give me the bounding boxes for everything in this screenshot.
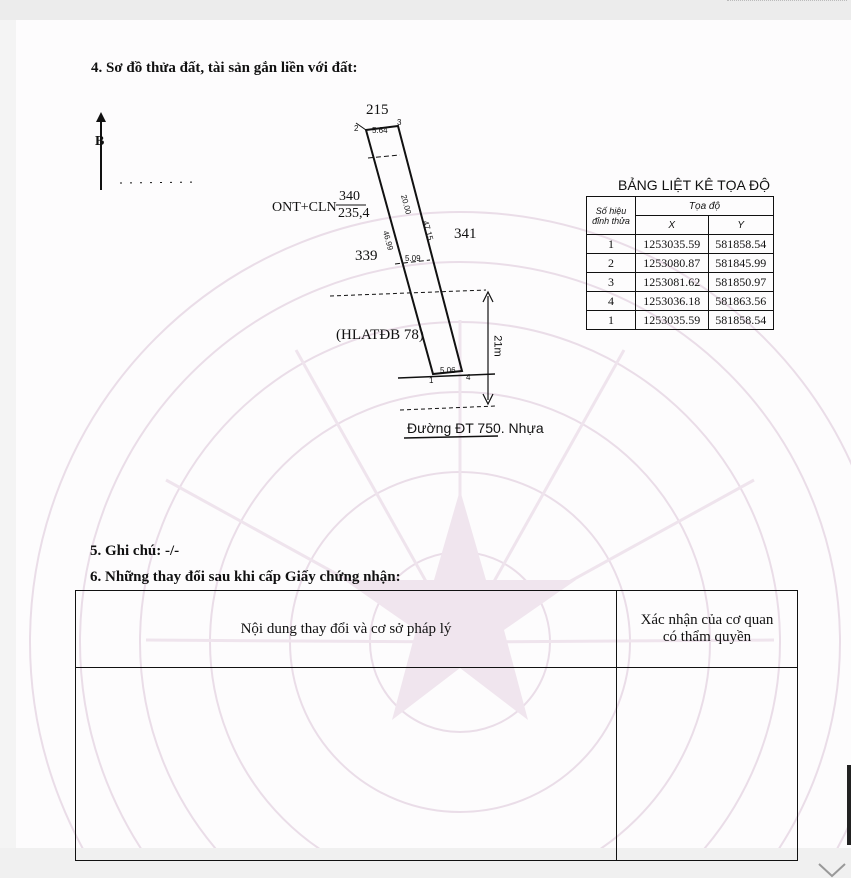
section-6-title: 6. Những thay đổi sau khi cấp Giấy chứng nhận: — [90, 569, 401, 585]
section-5-title: 5. Ghi chú: -/- — [90, 543, 180, 559]
vertex-label: 1 — [429, 376, 434, 385]
changes-body-row — [76, 668, 798, 861]
vertex-label: 4 — [466, 373, 471, 382]
changes-empty-cell — [617, 668, 798, 861]
section-4-title: 4. Sơ đồ thửa đất, tài sản gắn liền với đất: — [91, 60, 358, 76]
confirm-line-1: Xác nhận của cơ quan — [640, 612, 774, 628]
cell-vertex: 2 — [587, 254, 636, 273]
coord-table — [586, 196, 774, 330]
vertex-label: 3 — [397, 118, 402, 127]
table-row — [587, 273, 774, 292]
vertex-label: 2 — [354, 124, 359, 133]
parcel-label-top: 215 — [366, 102, 389, 118]
cell-vertex: 3 — [587, 273, 636, 292]
header-y: Y — [708, 216, 774, 235]
changes-empty-cell — [76, 668, 617, 861]
cell-y: 581850.97 — [708, 273, 774, 292]
width-bottom-label: 5.06 — [440, 366, 456, 375]
cell-x: 1253035.59 — [636, 235, 709, 254]
changes-header-row — [76, 591, 798, 668]
north-label: B — [95, 134, 105, 149]
cell-y: 581858.54 — [708, 235, 774, 254]
header-x: X — [636, 216, 709, 235]
changes-col-content: Nội dung thay đổi và cơ sở pháp lý — [76, 591, 617, 668]
land-use-label: ONT+CLN — [272, 200, 337, 215]
parcel-label-left: 339 — [355, 248, 378, 264]
table-row — [587, 254, 774, 273]
header-coord: Tọa độ — [636, 197, 774, 216]
parcel-number: 340 — [339, 189, 360, 204]
reference-label: (HLATĐB 78) — [336, 327, 424, 343]
length-left-label: 46.99 — [381, 229, 395, 252]
setback-label: 21m — [491, 335, 504, 357]
parcel-label-right: 341 — [454, 226, 477, 242]
confirm-line-2: có thẩm quyền — [662, 629, 752, 645]
length-right-lower-label: 47.15 — [421, 219, 435, 242]
table-row — [587, 292, 774, 311]
parcel-area: 235,4 — [338, 206, 370, 221]
cell-y: 581858.54 — [708, 311, 774, 330]
header-vertex: Số hiệu đỉnh thửa — [587, 197, 636, 235]
coord-table-title: BẢNG LIỆT KÊ TỌA ĐỘ — [618, 177, 770, 193]
table-row — [587, 311, 774, 330]
length-right-upper-label: 20.00 — [399, 193, 413, 216]
cell-y: 581863.56 — [708, 292, 774, 311]
cell-x: 1253035.59 — [636, 311, 709, 330]
cell-x: 1253081.62 — [636, 273, 709, 292]
cell-vertex: 1 — [587, 311, 636, 330]
road-label: Đường ĐT 750. Nhựa — [407, 420, 544, 436]
width-top-label: 5.64 — [372, 126, 388, 135]
cell-vertex: 1 — [587, 235, 636, 254]
changes-col-confirm — [617, 591, 798, 668]
cell-x: 1253080.87 — [636, 254, 709, 273]
table-row — [587, 235, 774, 254]
cell-x: 1253036.18 — [636, 292, 709, 311]
cell-y: 581845.99 — [708, 254, 774, 273]
changes-table — [75, 590, 798, 861]
cell-vertex: 4 — [587, 292, 636, 311]
width-mid-label: 5.09 — [405, 254, 421, 263]
